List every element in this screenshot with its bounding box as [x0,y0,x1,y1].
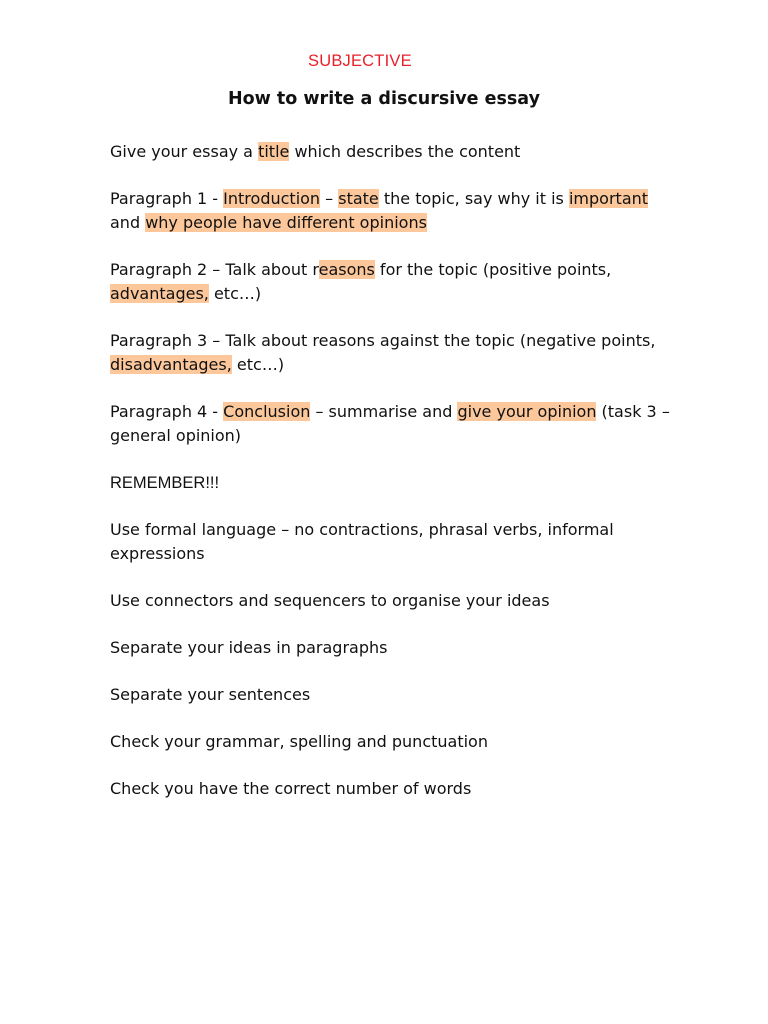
text-run: Paragraph 3 – Talk about reasons against the topic (negative points, [110,331,656,350]
text-run: – [320,189,339,208]
highlight-title: title [258,142,290,161]
paragraph-3-instruction [110,329,670,377]
highlight-introduction: Introduction [223,189,321,208]
text-run: Paragraph 2 – Talk about r [110,260,319,279]
tip-item: Separate your ideas in paragraphs [110,638,388,657]
tip-item: Separate your sentences [110,685,311,704]
paragraph-title-instruction [110,140,670,164]
highlight-important: important [568,189,649,208]
paragraph-1-instruction [110,187,670,235]
paragraph-4-instruction [110,400,670,448]
text-run: Paragraph 1 - [110,189,224,208]
highlight-give-your-opinion: give your opinion [457,402,597,421]
tip-item: Use formal language – no contractions, phrasal verbs, informal expressions [110,520,614,563]
text-run: Paragraph 4 - [110,402,224,421]
tip-item: Use connectors and sequencers to organise your ideas [110,591,550,610]
text-run: and [110,213,146,232]
text-run: Give your essay a [110,142,259,161]
text-run: (task 3 – general opinion) [110,402,670,445]
highlight-conclusion: Conclusion [223,402,311,421]
highlight-advantages: advantages, [110,284,209,303]
highlight-different-opinions: why people have different opinions [145,213,427,232]
document-body [110,140,670,824]
text-run: for the topic (positive points, [374,260,612,279]
highlight-state: state [338,189,379,208]
category-label: SUBJECTIVE [308,52,412,70]
highlight-reasons: easons [318,260,375,279]
text-run: etc…) [231,355,285,374]
text-run: – summarise and [310,402,458,421]
text-run: which describes the content [289,142,521,161]
page-title: How to write a discursive essay [227,89,540,109]
remember-heading: REMEMBER!!! [110,474,220,492]
text-run: the topic, say why it is [378,189,569,208]
tip-item: Check your grammar, spelling and punctuation [110,732,488,751]
text-run: etc…) [208,284,262,303]
highlight-disadvantages: disadvantages, [110,355,232,374]
paragraph-2-instruction [110,258,670,306]
tip-item: Check you have the correct number of words [110,779,472,798]
